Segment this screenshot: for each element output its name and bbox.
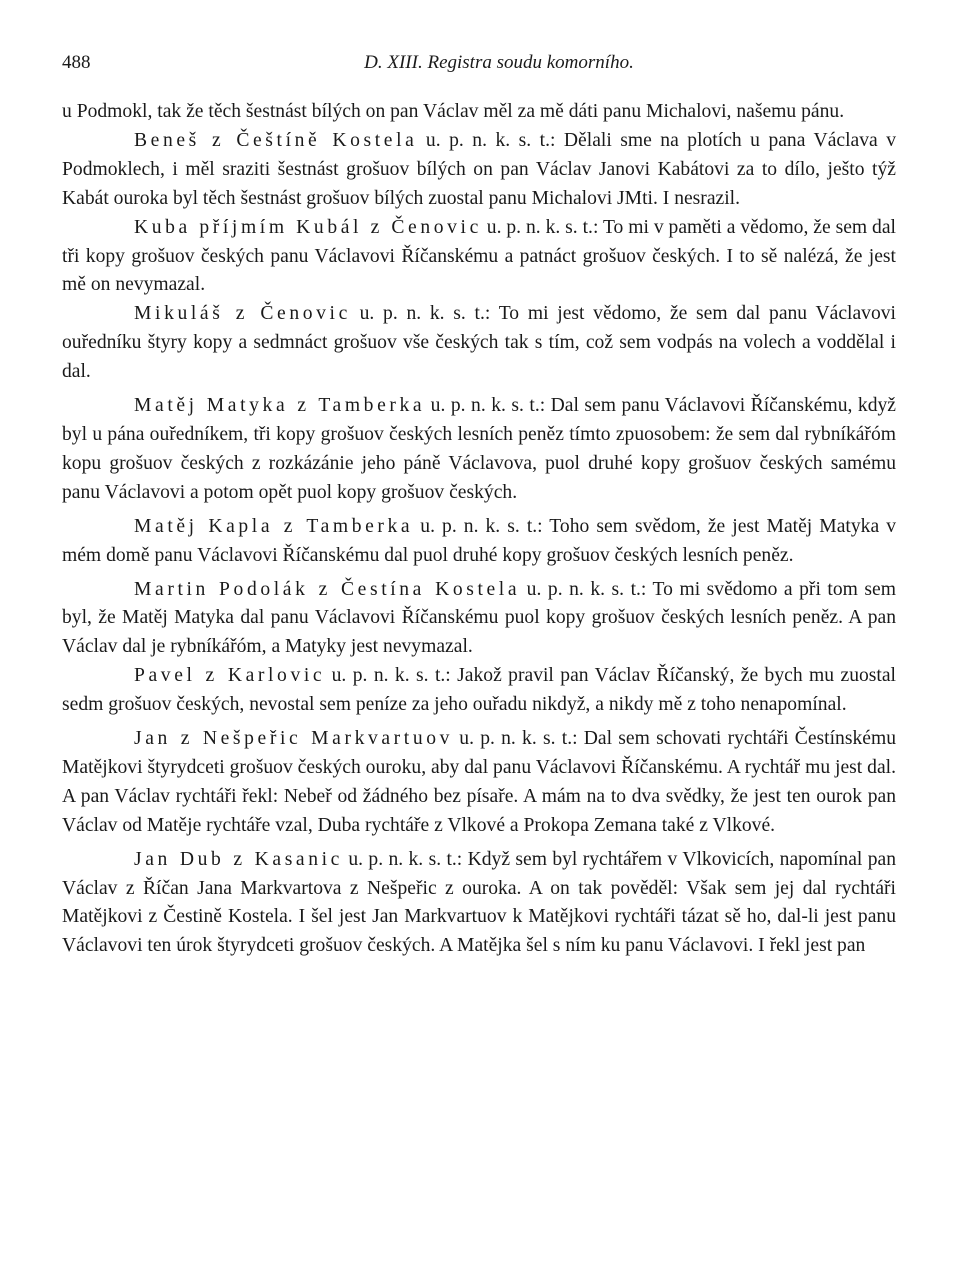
body-text bbox=[62, 98, 896, 961]
entry-text: u. p. n. k. s. t.: Jakož pravil pan Václav Říčanský, že bych mu zuostal sedm grošuov českých, nevostal sem peníze za jeho ouřadu nikdyž, a nikdy mě z toho nenapomínal. bbox=[62, 665, 896, 716]
running-title: D. XIII. Registra soudu komorního. bbox=[364, 52, 634, 73]
speaker-name: Pavel z Karlovic bbox=[134, 665, 326, 687]
speaker-name: Beneš z Češtíně Kostela bbox=[134, 129, 418, 151]
speaker-name: Kuba příjmím Kubál z Čenovic bbox=[134, 216, 482, 238]
speaker-name: Mikuláš z Čenovic bbox=[134, 303, 351, 325]
entry-text: u. p. n. k. s. t.: To mi v paměti a vědomo, že sem dal tři kopy grošuov českých panu Václavovi Říčanskému a patnáct grošuov českých. I to sě nalézá, že jest mě on nevymazal. bbox=[62, 216, 896, 296]
speaker-name: Jan z Nešpeřic Markvartuov bbox=[134, 728, 454, 750]
testimony-entry bbox=[62, 300, 896, 387]
page-header bbox=[62, 44, 896, 82]
entry-text: u Podmokl, tak že těch šestnást bílých on pan Václav měl za mě dáti panu Michalovi, našemu pánu. bbox=[62, 101, 845, 122]
testimony-entry bbox=[62, 392, 896, 508]
entry-text: u. p. n. k. s. t.: Dal sem panu Václavovi Říčanskému, když byl u pána ouředníkem, tři kopy grošuov českých lesních peněz tímto zpuosobem: že sem dal rybníkářóm kopu grošuov českých z rozkázánie jeho páně Václavova, puol druhé kopy grošuov českých samému panu Václavovi a potom opět puol kopy grošuov českých. bbox=[62, 395, 896, 503]
entry-text: u. p. n. k. s. t.: Dal sem schovati rychtáři Čestínskému Matějkovi štyrydceti grošuov českých ouroku, aby dal panu Václavovi Říčanskému. A rychtář mu jest dal. A pan Václav rychtáři řekl: Nebeř od žádného bez písaře. A mám na to dva svědky, že jest ten ourok pan Václav od Matěje rychtáře vzal, Duba rychtáře z Vlkové a Prokopa Zemana také z Vlkové. bbox=[62, 728, 896, 836]
testimony-entry bbox=[62, 513, 896, 571]
entry-text: u. p. n. k. s. t.: Toho sem svědom, že jest Matěj Matyka v mém domě panu Václavovi Říčanskému dal puol druhé kopy grošuov českých lesních peněz. bbox=[62, 515, 896, 566]
testimony-entry bbox=[62, 725, 896, 841]
testimony-entry bbox=[62, 662, 896, 720]
entry-text: u. p. n. k. s. t.: Dělali sme na plotích u pana Václava v Podmoklech, i měl sraziti šestnást grošuov bílých on pan Václav Janovi Kabátovi za to dílo, ješto týž Kabát ouroka byl těch šestnást grošuov bílých zuostal panu Michalovi JMti. I nesrazil. bbox=[62, 129, 897, 209]
testimony-entry bbox=[62, 214, 896, 301]
page-number: 488 bbox=[62, 52, 91, 73]
testimony-entry bbox=[62, 127, 896, 214]
speaker-name: Matěj Kapla z Tamberka bbox=[134, 515, 414, 537]
entry-text: u. p. n. k. s. t.: Když sem byl rychtářem v Vlkovicích, napomínal pan Václav z Říčan Jana Markvartova z Nešpeřic z ouroka. A on tak pověděl: Však sem jej dal rychtáři Matějkovi z Čestině Kostela. I šel jest Jan Markvartuov k Matějkovi rychtáři tázat sě ho, dal-li jest panu Václavovi ten úrok štyrydceti grošuov českých. A Matějka šel s ním ku panu Václavovi. I řekl jest pan bbox=[62, 848, 897, 957]
speaker-name: Martin Podolák z Čestína Kostela bbox=[134, 578, 521, 600]
testimony-entry bbox=[62, 576, 896, 663]
testimony-entry bbox=[62, 846, 896, 962]
speaker-name: Matěj Matyka z Tamberka bbox=[134, 395, 426, 417]
entry-text: u. p. n. k. s. t.: To mi svědomo a při tom sem byl, že Matěj Matyka dal panu Václavovi Říčanskému puol kopy grošuov českých lesních peněz. A pan Václav dal je rybníkářóm, a Matyky jest nevymazal. bbox=[62, 578, 896, 658]
entry-text: u. p. n. k. s. t.: To mi jest vědomo, že sem dal panu Václavovi ouředníku štyry kopy a sedmnáct grošuov vše českých tak s tím, což sem vodpás na volech a voddělal i dal. bbox=[62, 303, 896, 383]
continuation-paragraph bbox=[62, 98, 896, 127]
speaker-name: Jan Dub z Kasanic bbox=[134, 848, 343, 870]
